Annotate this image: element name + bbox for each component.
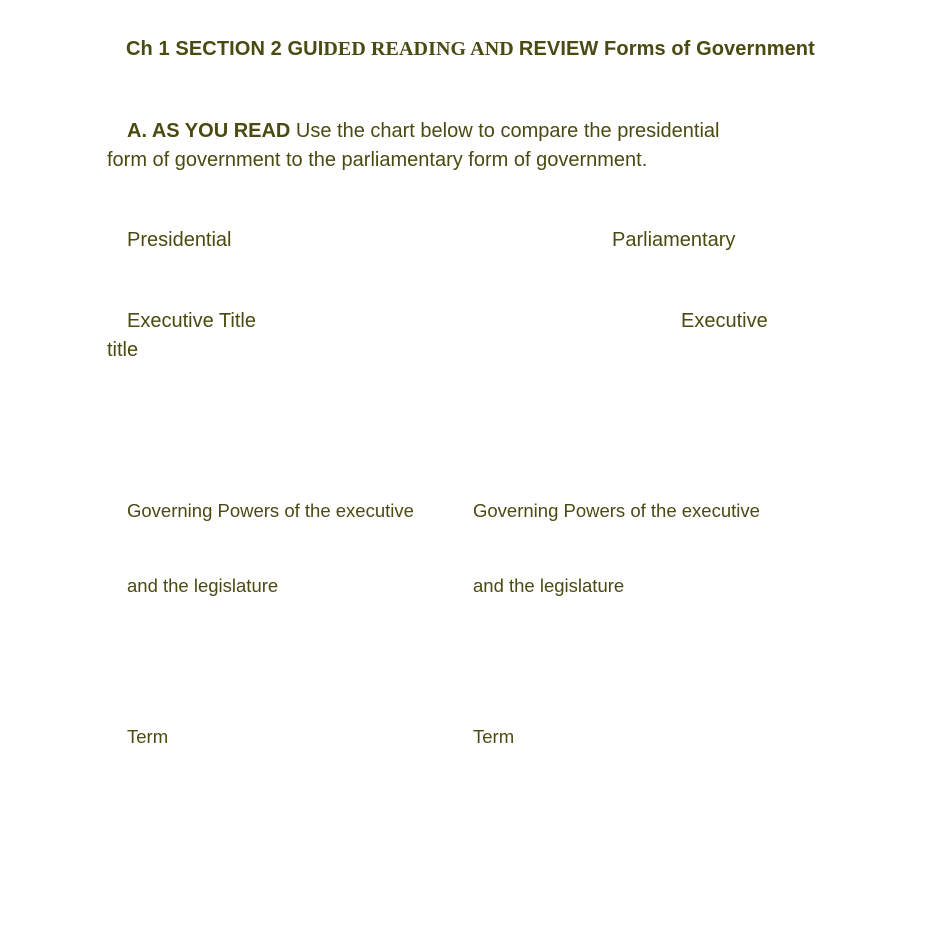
parliamentary-header: Parliamentary [612, 229, 736, 251]
instructions-text-line2: form of government to the parliamentary form of government. [107, 149, 648, 171]
page-title-part3: REVIEW Forms of Government [518, 38, 815, 60]
parliamentary-executive-label: Executive [681, 310, 768, 332]
presidential-executive-title-label: Executive Title [127, 310, 256, 332]
presidential-term-label: Term [127, 726, 169, 747]
parliamentary-title-label: title [107, 339, 139, 361]
presidential-header: Presidential [127, 229, 232, 251]
instructions-paragraph [107, 117, 807, 175]
presidential-powers-line1: Governing Powers of the executive [127, 500, 414, 521]
page-title [126, 38, 815, 61]
instructions-lead: A. AS YOU READ [127, 120, 291, 142]
page-title-part1: Ch 1 SECTION 2 GUI [126, 38, 324, 60]
parliamentary-powers-line1: Governing Powers of the executive [473, 500, 760, 521]
instructions-text-line1: Use the chart below to compare the presidential [290, 120, 720, 142]
page-title-part2: DED READING AND [323, 38, 519, 60]
parliamentary-term-label: Term [473, 726, 515, 747]
parliamentary-powers-line2: and the legislature [473, 575, 625, 596]
instructions-indent [107, 120, 127, 142]
presidential-powers-line2: and the legislature [127, 575, 279, 596]
